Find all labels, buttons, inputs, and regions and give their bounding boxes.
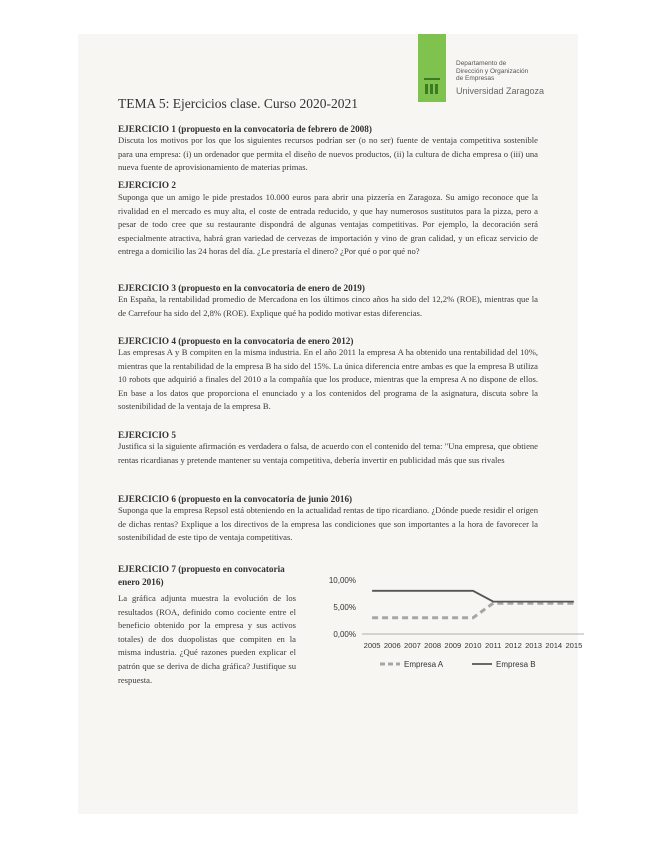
x-tick-label: 2014 xyxy=(545,641,563,650)
exercise-6-text: Suponga que la empresa Repsol está obteniendo en la actualidad rentas de tipo ricardiano. ¿Dónde puede residir el origen de dichas rentas? Explique a los directivos de la empresa las condiciones que son importantes a la hora de favorecer la sostenibilidad de este tipo de ventaja competitivas. xyxy=(118,505,538,543)
exercise-6-heading: EJERCICIO 6 (propuesto en la convocatoria de junio 2016) xyxy=(118,494,353,504)
page-title: TEMA 5: Ejercicios clase. Curso 2020-2021 xyxy=(118,96,358,111)
y-tick-label: 5,00% xyxy=(333,603,356,612)
x-tick-label: 2013 xyxy=(525,641,542,650)
x-tick-label: 2005 xyxy=(363,641,381,650)
x-tick-label: 2009 xyxy=(444,641,462,650)
exercise-7-text: La gráfica adjunta muestra la evolución de los resultados (ROA, definido como cociente entre el beneficio obtenido por la empresa y sus activos totales) de dos duopolistas que compiten en la misma industria. ¿Qué razones pueden explicar el patrón que se deriva de dicha gráfica? Justifique su respuesta. xyxy=(118,593,296,685)
exercise-2-heading: EJERCICIO 2 xyxy=(118,180,176,190)
legend-label: Empresa B xyxy=(496,660,536,669)
exercise-2-text: Suponga que un amigo le pide prestados 10.000 euros para abrir una pizzería en Zaragoza. Su amigo reconoce que la rivalidad en el mercado es muy alta, el coste de entrada reducido, y que hay numerosos sustitutos para la pizza, pero a pesar de todo cree que su restaurante dispondrá de algunas ventajas competitivas. Por ejemplo, la decoración será especialmente atractiva, habrá gran variedad de cervezas de importación y vino de gran calidad, y un eficaz servicio de entrega a domicilio las 24 horas del día. ¿Le prestaría el dinero? ¿Por qué o por qué no? xyxy=(118,192,538,257)
exercise-1-heading: EJERCICIO 1 (propuesto en la convocatoria de febrero de 2008) xyxy=(118,124,372,134)
x-tick-label: 2010 xyxy=(464,641,482,650)
x-tick-label: 2006 xyxy=(383,641,401,650)
exercise-3-text: En España, la rentabilidad promedio de Mercadona en los últimos cinco años ha sido del 12,2% (ROE), mientras que la de Carrefour ha sido del 2,8% (ROE). Explique qué ha podido motivar estas diferencias. xyxy=(118,294,538,318)
roa-line-chart xyxy=(312,570,592,680)
y-tick-label: 10,00% xyxy=(328,576,356,585)
exercise-1-text: Discuta los motivos por los que los siguientes recursos podrían ser (o no ser) fuente de ventaja competitiva sostenible para una empresa: (i) un ordenador que permita el diseño de nuevos productos, (ii) la cultura de dicha empresa o (iii) una nueva fuente de aprovisionamiento de materias primas. xyxy=(118,135,538,173)
x-tick-label: 2011 xyxy=(485,641,502,650)
x-tick-label: 2012 xyxy=(504,641,522,650)
building-icon xyxy=(424,78,440,94)
university-name: Universidad Zaragoza xyxy=(456,86,545,96)
series-line-empresa-a xyxy=(372,603,574,618)
x-tick-label: 2008 xyxy=(424,641,442,650)
y-tick-label: 0,00% xyxy=(333,630,356,639)
exercise-4-text: Las empresas A y B compiten en la misma industria. En el año 2011 la empresa A ha obtenido una rentabilidad del 10%, mientras que la rentabilidad de la empresa B ha sido del 15%. La única diferencia entre ambas es que la empresa B utiliza 10 robots que adquirió a finales del 2010 a la compañía que los produce, mientras que la empresa A no dispone de ellos. En base a los datos que proporciona el enunciado y a los contenidos del programa de la asignatura, discuta sobre la sostenibilidad de la ventaja de la empresa B. xyxy=(118,347,538,412)
exercise-4-heading: EJERCICIO 4 (propuesto en la convocatoria de enero 2012) xyxy=(118,336,354,346)
exercise-7-heading: EJERCICIO 7 (propuesto en convocatoria enero 2016) xyxy=(118,564,285,587)
university-logo xyxy=(418,34,446,102)
department-name: Departamento de Dirección y Organización de Empresas xyxy=(456,60,529,82)
exercise-5-text: Justifica si la siguiente afirmación es verdadera o falsa, de acuerdo con el contenido del tema: "Una empresa, que obtiene rentas ricardianas y pretende mantener su ventaja competitiva, debería invertir en publicidad más que sus rivales xyxy=(118,441,538,465)
exercise-5-heading: EJERCICIO 5 xyxy=(118,430,176,440)
x-tick-label: 2015 xyxy=(565,641,583,650)
x-tick-label: 2007 xyxy=(404,641,421,650)
series-line-empresa-b xyxy=(372,591,574,602)
legend-label: Empresa A xyxy=(404,660,444,669)
exercise-3-heading: EJERCICIO 3 (propuesto en la convocatoria de enero de 2019) xyxy=(118,283,365,293)
